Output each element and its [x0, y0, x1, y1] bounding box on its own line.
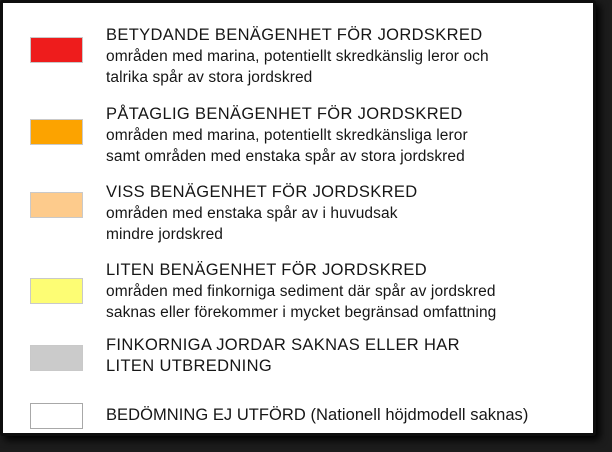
legend-swatch-significant: [30, 37, 83, 63]
legend-item-title: BETYDANDE BENÄGENHET FÖR JORDSKRED: [106, 26, 483, 44]
legend-item-no-fine-soils: [3, 335, 596, 385]
legend-swatch-not-assessed: [30, 403, 83, 429]
legend-item-not-assessed: [3, 400, 596, 436]
legend-item-description: områden med enstaka spår av i huvudsak: [106, 205, 398, 222]
legend-item-description: mindre jordskred: [106, 226, 224, 243]
legend-item-title: VISS BENÄGENHET FÖR JORDSKRED: [106, 183, 418, 201]
legend-item-title: PÅTAGLIG BENÄGENHET FÖR JORDSKRED: [106, 105, 463, 123]
legend-item-description: talrika spår av stora jordskred: [106, 69, 313, 86]
legend-item-title: BEDÖMNING EJ UTFÖRD (Nationell höjdmodell saknas): [106, 406, 529, 424]
legend-item-title: FINKORNIGA JORDAR SAKNAS ELLER HAR: [106, 336, 460, 354]
legend-item-text: [106, 335, 595, 377]
legend-item-title: LITEN BENÄGENHET FÖR JORDSKRED: [106, 261, 427, 279]
legend-item-description: områden med marina, potentiellt skredkänsliga leror: [106, 127, 468, 144]
legend-swatch-some: [30, 192, 83, 218]
legend-item-significant: [3, 25, 596, 95]
legend-item-title-continued: LITEN UTBREDNING: [106, 357, 273, 375]
legend-item-text: [106, 182, 595, 245]
legend-item-notable: [3, 104, 596, 174]
legend-item-some: [3, 182, 596, 252]
legend-item-description: samt områden med enstaka spår av stora jordskred: [106, 148, 465, 165]
legend-item-text: [106, 25, 595, 88]
legend-swatch-no-fine-soils: [30, 345, 83, 371]
legend-item-text: [106, 260, 595, 323]
legend-item-text: [106, 405, 595, 426]
legend-item-description: saknas eller förekommer i mycket begränsad omfattning: [106, 304, 497, 321]
legend-item-description: områden med marina, potentiellt skredkänslig leror och: [106, 48, 489, 65]
legend-item-low: [3, 260, 596, 330]
legend-swatch-low: [30, 278, 83, 304]
legend-item-text: [106, 104, 595, 167]
legend-item-description: områden med finkorniga sediment där spår av jordskred: [106, 283, 496, 300]
legend-swatch-notable: [30, 119, 83, 145]
